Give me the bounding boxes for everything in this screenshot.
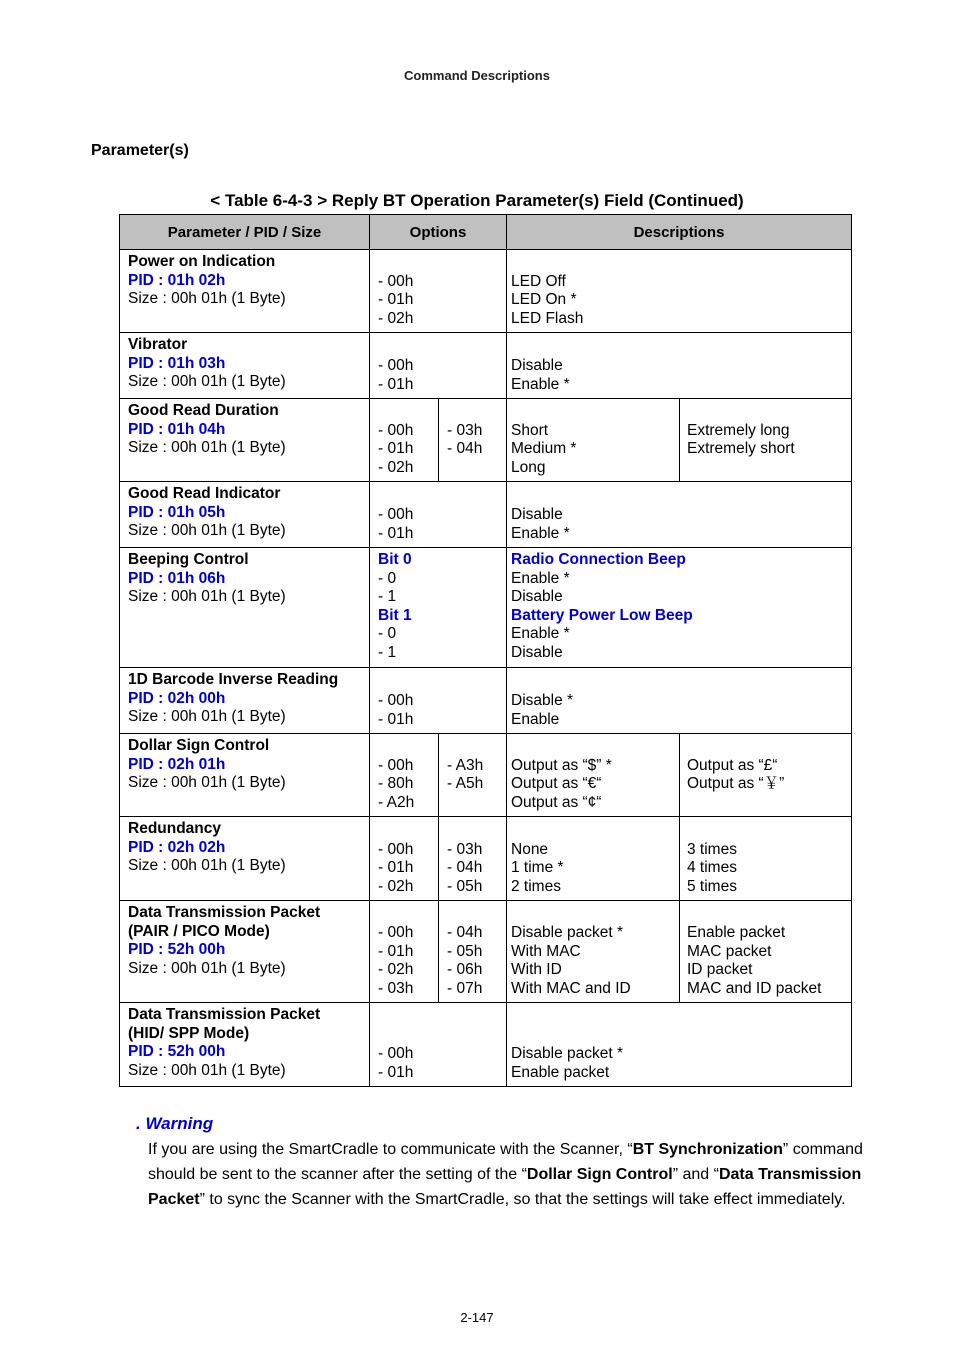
- description-value: MAC and ID packet: [687, 979, 822, 997]
- param-pid: PID : 01h 02h: [128, 271, 226, 289]
- param-size: Size : 00h 01h (1 Byte): [128, 708, 286, 725]
- option-value: - 00h: [378, 506, 414, 523]
- description-value: Medium *: [511, 440, 577, 457]
- option-value: - 00h: [378, 840, 414, 858]
- description-value: MAC packet: [687, 942, 772, 960]
- param-size: Size : 00h 01h (1 Byte): [128, 373, 286, 390]
- option-bit-label: Bit 0: [378, 551, 412, 568]
- option-value: - A3h: [447, 756, 484, 774]
- param-pid: PID : 01h 03h: [128, 354, 226, 372]
- header-descriptions: Descriptions: [506, 214, 852, 250]
- option-value: - 02h: [378, 961, 414, 978]
- option-value: - 00h: [378, 1045, 414, 1062]
- param-name: Vibrator: [128, 336, 188, 353]
- warning-text-4: ” to sync the Scanner with the SmartCradle, so that the settings will take effect immediately.: [199, 1191, 846, 1208]
- param-size: Size : 00h 01h (1 Byte): [128, 439, 286, 456]
- param-pid: PID : 01h 05h: [128, 503, 226, 521]
- param-pid: PID : 02h 01h: [128, 755, 226, 773]
- option-value: - 1: [378, 643, 397, 661]
- header-options: Options: [369, 214, 507, 250]
- option-value: - 01h: [378, 440, 414, 457]
- param-name: Good Read Duration: [128, 402, 279, 419]
- description-value: 5 times: [687, 877, 737, 895]
- option-value: - 06h: [447, 961, 483, 978]
- running-header: Command Descriptions: [404, 68, 550, 83]
- description-value: Disable: [511, 643, 563, 661]
- description-value: ID packet: [687, 961, 753, 978]
- option-value: - 02h: [378, 458, 414, 476]
- description-value: Extremely long: [687, 421, 790, 439]
- warning-text-3: ” and “: [672, 1166, 719, 1183]
- description-value: 2 times: [511, 877, 561, 895]
- description-value: Enable *: [511, 625, 570, 642]
- option-value: - 03h: [447, 421, 483, 439]
- description-value: Long: [511, 458, 546, 476]
- description-value: Output as “¢“: [511, 793, 602, 811]
- param-pid: PID : 52h 00h: [128, 1043, 226, 1060]
- description-value: Enable packet: [511, 1063, 610, 1081]
- description-value: Short: [511, 421, 549, 439]
- description-value: Disable *: [511, 692, 574, 709]
- description-value: Output as “$” *: [511, 756, 612, 774]
- warning-text-1: If you are using the SmartCradle to communicate with the Scanner, “: [148, 1141, 633, 1158]
- option-value: - 01h: [378, 291, 414, 308]
- param-name: Beeping Control: [128, 551, 249, 568]
- page-number: 2-147: [460, 1310, 494, 1325]
- description-value: Disable: [511, 357, 563, 374]
- description-value: Output as “￥”: [687, 775, 785, 792]
- option-value: - 0: [378, 625, 397, 642]
- param-name: 1D Barcode Inverse Reading: [128, 671, 339, 688]
- description-value: With ID: [511, 961, 562, 978]
- option-value: - 00h: [378, 692, 414, 709]
- table-caption: < Table 6-4-3 > Reply BT Operation Parameter(s) Field (Continued): [210, 191, 744, 210]
- description-value: Enable packet: [687, 924, 786, 941]
- description-heading: Battery Power Low Beep: [511, 606, 693, 624]
- warning-body: [148, 1137, 878, 1212]
- option-value: - A2h: [378, 793, 415, 811]
- description-value: Enable *: [511, 375, 570, 393]
- option-value: - 02h: [378, 877, 414, 895]
- option-bit-label: Bit 1: [378, 606, 412, 624]
- param-pid: PID : 02h 02h: [128, 838, 226, 856]
- param-name: Good Read Indicator: [128, 485, 281, 502]
- option-value: - 01h: [378, 375, 414, 393]
- warning-title: . Warning: [136, 1114, 214, 1133]
- description-value: Extremely short: [687, 440, 795, 457]
- param-size: Size : 00h 01h (1 Byte): [128, 522, 286, 539]
- description-value: Disable packet *: [511, 1045, 624, 1062]
- description-value: 3 times: [687, 840, 737, 858]
- option-value: - 03h: [378, 979, 414, 997]
- option-value: - 00h: [378, 756, 414, 774]
- param-name: Data Transmission Packet: [128, 1006, 321, 1023]
- description-value: Disable: [511, 588, 563, 605]
- option-value: - 01h: [378, 524, 414, 542]
- param-pid: PID : 52h 00h: [128, 941, 226, 958]
- param-name: (HID/ SPP Mode): [128, 1024, 250, 1042]
- description-value: 4 times: [687, 859, 737, 876]
- warning-bold-2: Dollar Sign Control: [526, 1166, 673, 1183]
- header-parameter: Parameter / PID / Size: [119, 214, 370, 250]
- param-name: Power on Indication: [128, 253, 276, 270]
- warning-bold-1: BT Synchronization: [632, 1141, 783, 1158]
- option-value: - 80h: [378, 775, 414, 792]
- option-value: - 00h: [378, 924, 414, 941]
- param-name: (PAIR / PICO Mode): [128, 922, 270, 940]
- param-size: Size : 00h 01h (1 Byte): [128, 1061, 286, 1079]
- section-title: Parameter(s): [91, 142, 189, 159]
- param-name: Redundancy: [128, 820, 222, 837]
- option-value: - 01h: [378, 859, 414, 876]
- option-value: - 05h: [447, 942, 483, 960]
- param-pid: PID : 02h 00h: [128, 689, 226, 707]
- param-size: Size : 00h 01h (1 Byte): [128, 290, 286, 307]
- option-value: - 04h: [447, 859, 483, 876]
- param-size: Size : 00h 01h (1 Byte): [128, 588, 286, 605]
- param-size: Size : 00h 01h (1 Byte): [128, 774, 286, 791]
- description-value: LED Off: [511, 272, 566, 290]
- param-pid: PID : 01h 06h: [128, 569, 226, 587]
- option-value: - 01h: [378, 710, 414, 728]
- description-value: 1 time *: [511, 859, 564, 876]
- warning-text-2: ” command should be sent to the scanner after the setting of the “: [148, 1141, 863, 1183]
- option-value: - 01h: [378, 1063, 414, 1081]
- warning-bold-3: Data Transmission Packet: [148, 1166, 862, 1208]
- description-value: Disable: [511, 506, 563, 523]
- option-value: - 05h: [447, 877, 483, 895]
- option-value: - 01h: [378, 942, 414, 960]
- description-value: Output as “€“: [511, 775, 602, 792]
- description-value: Enable: [511, 710, 560, 728]
- description-value: Enable *: [511, 569, 570, 587]
- param-name: Data Transmission Packet: [128, 904, 321, 921]
- description-value: LED Flash: [511, 309, 584, 327]
- description-value: With MAC: [511, 942, 581, 960]
- description-value: Enable *: [511, 524, 570, 542]
- param-pid: PID : 01h 04h: [128, 420, 226, 438]
- param-name: Dollar Sign Control: [128, 737, 270, 754]
- description-value: With MAC and ID: [511, 979, 631, 997]
- description-value: None: [511, 840, 549, 858]
- option-value: - 0: [378, 569, 397, 587]
- option-value: - 04h: [447, 924, 483, 941]
- option-value: - 00h: [378, 357, 414, 374]
- option-value: - 04h: [447, 440, 483, 457]
- option-value: - 00h: [378, 421, 414, 439]
- description-value: Output as “£“: [687, 756, 778, 774]
- option-value: - 1: [378, 588, 397, 605]
- param-size: Size : 00h 01h (1 Byte): [128, 857, 286, 874]
- option-value: - 02h: [378, 309, 414, 327]
- option-value: - 07h: [447, 979, 483, 997]
- option-value: - 00h: [378, 272, 414, 290]
- description-heading: Radio Connection Beep: [511, 551, 686, 568]
- option-value: - A5h: [447, 775, 484, 792]
- param-size: Size : 00h 01h (1 Byte): [128, 959, 286, 977]
- description-value: LED On *: [511, 291, 577, 308]
- option-value: - 03h: [447, 840, 483, 858]
- description-value: Disable packet *: [511, 924, 624, 941]
